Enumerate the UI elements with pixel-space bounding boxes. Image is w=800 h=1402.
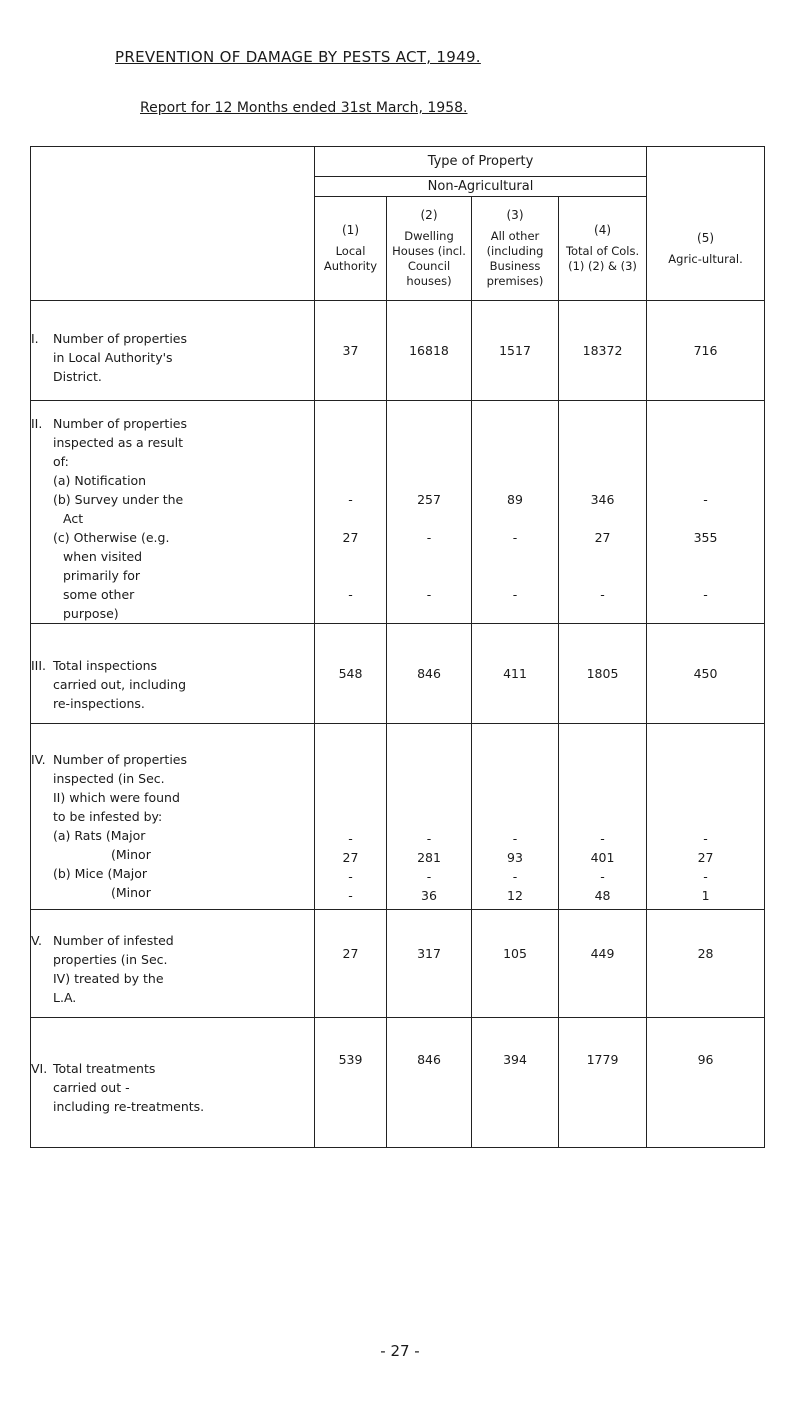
spacer bbox=[315, 509, 386, 528]
cell-value: 36 bbox=[421, 887, 437, 903]
cell-value: 37 bbox=[315, 301, 387, 401]
row-label-line: re-inspections. bbox=[53, 696, 145, 711]
cell-value: 846 bbox=[387, 624, 472, 724]
row-number: I. bbox=[31, 331, 39, 346]
cell-stack bbox=[559, 401, 647, 624]
spacer bbox=[315, 547, 386, 566]
cell-stack bbox=[315, 724, 387, 910]
row-label-line: IV) treated by the bbox=[53, 970, 164, 986]
cell-stack bbox=[472, 724, 559, 910]
table-row bbox=[31, 910, 765, 1018]
row-label-line: carried out, including bbox=[53, 677, 187, 692]
cell-value: 846 bbox=[387, 1018, 472, 1148]
cell-value: 12 bbox=[507, 887, 523, 903]
spacer bbox=[387, 566, 471, 585]
cell-value: - bbox=[348, 868, 353, 884]
table-row bbox=[31, 1018, 765, 1148]
cell-stack bbox=[647, 724, 765, 910]
cell-value: 1779 bbox=[559, 1018, 647, 1148]
row-label-line: properties (in Sec. bbox=[53, 951, 168, 967]
col4-number: (4) bbox=[594, 223, 612, 237]
col1-number: (1) bbox=[342, 223, 359, 237]
col2-name: Dwelling Houses (incl. Council houses) bbox=[392, 229, 466, 288]
row-label bbox=[31, 910, 315, 1018]
col1-header bbox=[315, 197, 387, 301]
cell-value: - bbox=[426, 868, 432, 884]
row-label-line: some other bbox=[63, 586, 135, 602]
row-label bbox=[31, 1018, 315, 1148]
cell-value: 1805 bbox=[559, 624, 647, 724]
row-label bbox=[31, 401, 315, 624]
cell-value: - bbox=[512, 586, 518, 602]
cell-value: - bbox=[348, 491, 353, 507]
row-label-line: District. bbox=[53, 369, 102, 384]
cell-value: - bbox=[426, 529, 432, 545]
row-number: V. bbox=[31, 932, 42, 948]
row-label-line: inspected as a result bbox=[53, 434, 184, 450]
cell-value: 27 bbox=[315, 910, 387, 1018]
spacer bbox=[647, 509, 764, 528]
spacer bbox=[559, 547, 646, 566]
cell-value: - bbox=[703, 491, 708, 507]
cell-value: 281 bbox=[417, 849, 441, 865]
row-label-line: in Local Authority's bbox=[53, 350, 173, 365]
cell-value: 355 bbox=[693, 529, 718, 545]
spacer bbox=[559, 566, 646, 585]
row-label-line: (a) Rats (Major bbox=[53, 827, 146, 843]
row-label-line: Total inspections bbox=[53, 658, 158, 673]
cell-value: - bbox=[600, 830, 605, 846]
table-row bbox=[31, 301, 765, 401]
spacer bbox=[387, 547, 471, 566]
cell-value: - bbox=[703, 586, 708, 602]
pest-report-table bbox=[30, 146, 765, 1148]
row-number: II. bbox=[31, 415, 43, 431]
row-label bbox=[31, 301, 315, 401]
page-title: PREVENTION OF DAMAGE BY PESTS ACT, 1949. bbox=[115, 48, 481, 66]
row-number: III. bbox=[31, 658, 47, 673]
cell-value: 450 bbox=[647, 624, 765, 724]
row-label-line: primarily for bbox=[63, 567, 141, 583]
cell-value: - bbox=[512, 830, 518, 846]
cell-stack bbox=[387, 724, 472, 910]
cell-value: 716 bbox=[647, 301, 765, 401]
spacer bbox=[387, 509, 471, 528]
col1-name: Local Authority bbox=[323, 244, 378, 273]
table-row bbox=[31, 724, 765, 910]
spacer bbox=[472, 566, 558, 585]
cell-value: 346 bbox=[590, 491, 615, 507]
row-label-line: (Minor bbox=[111, 884, 151, 900]
cell-value: 27 bbox=[594, 529, 611, 545]
row-label-line: (c) Otherwise (e.g. bbox=[53, 529, 170, 545]
cell-stack bbox=[472, 401, 559, 624]
spacer bbox=[559, 509, 646, 528]
cell-stack bbox=[559, 724, 647, 910]
col3-number: (3) bbox=[506, 208, 524, 222]
col2-number: (2) bbox=[420, 208, 438, 222]
col5-number: (5) bbox=[697, 230, 715, 245]
col5-name: Agric-ultural. bbox=[668, 251, 743, 266]
cell-value: - bbox=[426, 586, 432, 602]
row-label-line: (b) Survey under the bbox=[53, 491, 184, 507]
cell-value: 18372 bbox=[559, 301, 647, 401]
cell-value: - bbox=[348, 887, 353, 903]
non-agricultural-header: Non-Agricultural bbox=[315, 177, 647, 197]
row-number: IV. bbox=[31, 751, 46, 767]
spacer bbox=[472, 547, 558, 566]
cell-value: - bbox=[600, 586, 605, 602]
cell-value: 96 bbox=[647, 1018, 765, 1148]
cell-value: - bbox=[348, 830, 353, 846]
cell-value: 27 bbox=[342, 849, 359, 865]
row-label-line: carried out - bbox=[53, 1080, 130, 1095]
cell-value: 411 bbox=[472, 624, 559, 724]
spacer bbox=[472, 509, 558, 528]
header-blank-cell bbox=[31, 147, 315, 301]
cell-value: - bbox=[703, 868, 708, 884]
col3-header bbox=[472, 197, 559, 301]
row-label-line: when visited bbox=[63, 548, 143, 564]
spacer bbox=[315, 566, 386, 585]
spacer bbox=[647, 566, 764, 585]
cell-stack bbox=[647, 401, 765, 624]
table-row bbox=[31, 624, 765, 724]
cell-value: 48 bbox=[594, 887, 611, 903]
cell-value: - bbox=[426, 830, 432, 846]
type-of-property-header: Type of Property bbox=[315, 147, 647, 177]
row-label-line: Number of infested bbox=[53, 932, 174, 948]
report-subtitle: Report for 12 Months ended 31st March, 1958. bbox=[140, 100, 468, 116]
cell-value: 449 bbox=[559, 910, 647, 1018]
cell-value: 28 bbox=[647, 910, 765, 1018]
row-label bbox=[31, 724, 315, 910]
row-label-line: including re-treatments. bbox=[53, 1099, 205, 1114]
cell-stack bbox=[315, 401, 387, 624]
header-row-type bbox=[31, 147, 765, 177]
cell-value: - bbox=[512, 868, 518, 884]
cell-value: 401 bbox=[590, 849, 615, 865]
row-label-line: II) which were found bbox=[53, 789, 180, 805]
row-label-line: Number of properties bbox=[53, 751, 187, 767]
col3-name: All other (including Business premises) bbox=[486, 229, 544, 288]
cell-value: 257 bbox=[417, 491, 441, 507]
cell-value: 548 bbox=[315, 624, 387, 724]
row-label-line: of: bbox=[53, 453, 69, 469]
row-label-line: Number of properties bbox=[53, 331, 187, 346]
cell-value: 89 bbox=[507, 491, 523, 507]
cell-value: 27 bbox=[697, 849, 714, 865]
cell-value: 93 bbox=[507, 849, 523, 865]
cell-value: 1 bbox=[701, 887, 710, 903]
col2-header bbox=[387, 197, 472, 301]
row-number: VI. bbox=[31, 1061, 48, 1076]
row-label-line: purpose) bbox=[63, 605, 119, 621]
row-label-line: Total treatments bbox=[53, 1061, 156, 1076]
spacer bbox=[647, 547, 764, 566]
col5-header bbox=[647, 147, 765, 301]
row-label-line: (a) Notification bbox=[53, 472, 147, 488]
cell-value: 539 bbox=[315, 1018, 387, 1148]
cell-value: - bbox=[348, 586, 353, 602]
row-label-line: inspected (in Sec. bbox=[53, 770, 165, 786]
col4-name: Total of Cols. (1) (2) & (3) bbox=[565, 244, 640, 273]
row-label bbox=[31, 624, 315, 724]
row-label-line: L.A. bbox=[53, 989, 77, 1005]
row-label-line: (Minor bbox=[111, 846, 151, 862]
cell-value: 27 bbox=[342, 529, 359, 545]
cell-value: 1517 bbox=[472, 301, 559, 401]
cell-value: 394 bbox=[472, 1018, 559, 1148]
row-label-line: to be infested by: bbox=[53, 808, 163, 824]
cell-value: - bbox=[600, 868, 605, 884]
cell-value: 317 bbox=[387, 910, 472, 1018]
col4-header bbox=[559, 197, 647, 301]
cell-value: - bbox=[703, 830, 708, 846]
table-row bbox=[31, 401, 765, 624]
cell-value: 16818 bbox=[387, 301, 472, 401]
page-number: - 27 - bbox=[380, 1342, 420, 1360]
row-label-line: (b) Mice (Major bbox=[53, 865, 148, 881]
row-label-line: Number of properties bbox=[53, 415, 187, 431]
cell-value: - bbox=[512, 529, 518, 545]
row-label-line: Act bbox=[63, 510, 84, 526]
cell-stack bbox=[387, 401, 472, 624]
cell-value: 105 bbox=[472, 910, 559, 1018]
